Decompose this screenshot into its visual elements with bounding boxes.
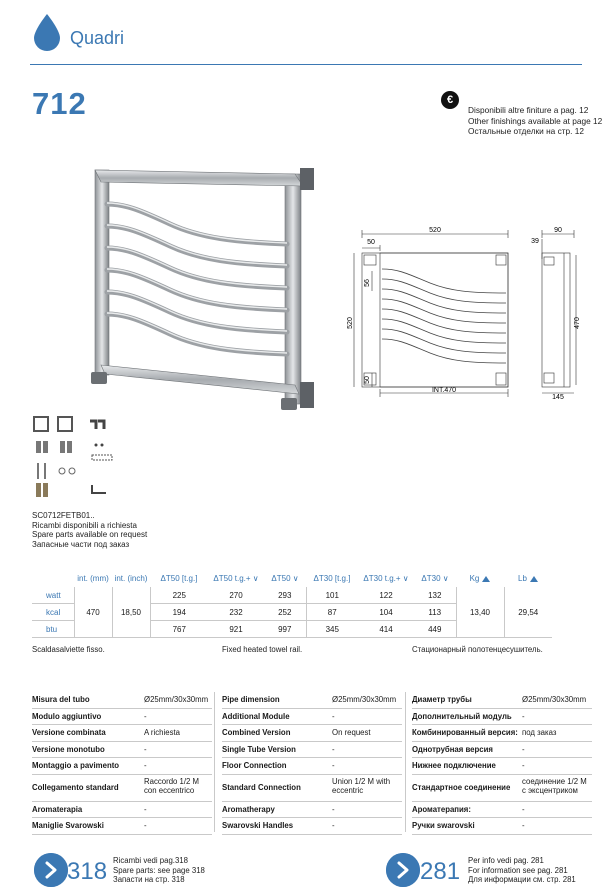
spec-label: Pipe dimension	[222, 695, 280, 705]
footer-right-note	[468, 856, 576, 885]
spec-row	[222, 775, 402, 802]
performance-header-row	[32, 570, 552, 587]
int-inch-value: 18,50	[112, 587, 150, 638]
finishes-line-en: Other finishings available at page 12	[468, 115, 603, 126]
spec-value	[522, 695, 586, 704]
table-cell: 122	[358, 587, 414, 604]
table-row	[32, 587, 552, 604]
table-cell: 921	[208, 621, 264, 638]
spec-row	[412, 818, 592, 835]
table-cell: 252	[264, 604, 306, 621]
spare-parts-icon	[32, 415, 117, 510]
table-cell: 293	[264, 587, 306, 604]
description-it: Scaldasalviette fisso.	[32, 645, 105, 654]
spec-value	[332, 728, 371, 737]
spec-label: Aromatherapy	[222, 804, 275, 814]
spec-row	[412, 709, 592, 726]
spec-value-line: -	[332, 711, 335, 721]
spec-value-line: -	[522, 744, 525, 754]
spec-row	[412, 692, 592, 709]
spec-row	[32, 742, 212, 759]
specs-ru	[412, 692, 592, 835]
spare-parts-line-it: Ricambi disponibili a richiesta	[32, 520, 137, 530]
spec-value	[332, 805, 335, 814]
weight-icon	[482, 576, 490, 582]
table-cell: 997	[264, 621, 306, 638]
header-divider	[30, 64, 582, 65]
col-dt30-v: ΔT30 ∨	[421, 574, 449, 583]
technical-drawing-front	[347, 225, 522, 400]
weight-icon	[530, 576, 538, 582]
spec-value-line: A richiesta	[144, 728, 180, 737]
spec-label: Versione combinata	[32, 728, 106, 738]
spec-label: Ароматерапия:	[412, 804, 471, 814]
spec-row	[32, 818, 212, 835]
page-number-318[interactable]: 318	[67, 858, 108, 885]
spec-value	[522, 777, 587, 795]
description-ru: Стационарный полотенцесушитель.	[412, 645, 543, 654]
spec-value-line: с эксцентриком	[522, 785, 578, 795]
brand-name: Quadri	[70, 28, 125, 48]
spec-label: Collegamento standard	[32, 783, 119, 792]
page-link-318-icon[interactable]	[34, 853, 68, 887]
spec-row	[32, 725, 212, 742]
spec-label: Swarovski Handles	[222, 821, 294, 831]
spec-label: Misura del tubo	[32, 695, 90, 705]
spec-label: Additional Module	[222, 711, 290, 721]
column-divider	[405, 692, 406, 832]
spec-row	[412, 725, 592, 742]
spec-value	[144, 761, 147, 770]
spec-label: Нижнее подключение	[412, 761, 496, 771]
spec-row	[222, 692, 402, 709]
row-label: watt	[32, 587, 74, 604]
spec-label: Standard Connection	[222, 783, 301, 792]
spec-row	[412, 758, 592, 775]
spec-label: Versione monotubo	[32, 744, 105, 754]
spec-row	[32, 758, 212, 775]
table-cell: 767	[150, 621, 208, 638]
spare-parts-line-ru: Запасные части под заказ	[32, 539, 130, 549]
spec-value	[522, 761, 525, 770]
euro-badge-icon: €	[441, 91, 459, 109]
col-dt50-tgv: ΔT50 t.g.+ ∨	[213, 574, 259, 583]
col-dt50-tg: ΔT50 [t.g.]	[160, 574, 198, 583]
spec-label: Montaggio a pavimento	[32, 761, 120, 771]
spec-row	[222, 818, 402, 835]
table-cell: 194	[150, 604, 208, 621]
spec-label: Дополнительный модуль	[412, 711, 512, 721]
dim-bottom-offset: 50	[364, 376, 371, 384]
col-dt50-v: ΔT50 ∨	[271, 574, 299, 583]
spec-value	[144, 728, 180, 737]
spec-value-line: Ø25mm/30x30mm	[332, 695, 397, 704]
col-kg: Kg	[456, 570, 504, 587]
dim-left-offset: 50	[367, 239, 375, 246]
footer-right-line: For information see pag. 281	[468, 865, 568, 875]
dim-depth: 90	[554, 227, 562, 234]
spec-value-line: -	[332, 761, 335, 770]
table-cell: 345	[306, 621, 358, 638]
spec-label: Диаметр трубы	[412, 695, 472, 705]
footer-left-line: Запасти на стр. 318	[113, 875, 185, 884]
int-mm-value: 470	[74, 587, 112, 638]
spec-value-line: Raccordo 1/2 M	[144, 776, 200, 786]
spec-value	[332, 761, 335, 770]
spec-value-line: -	[522, 821, 525, 830]
technical-drawing-side	[522, 225, 582, 400]
dim-side-height: 470	[574, 317, 581, 329]
spec-value	[144, 777, 199, 795]
column-divider	[214, 692, 215, 832]
table-cell: 101	[306, 587, 358, 604]
spec-row	[222, 709, 402, 726]
spec-value-line: -	[144, 804, 147, 814]
spec-label: Однотрубная версия	[412, 744, 493, 754]
spec-label: Combined Version	[222, 728, 291, 738]
finishes-line-it: Disponibili altre finiture a pag. 12	[468, 105, 589, 115]
drop-icon	[30, 12, 64, 52]
spec-row	[222, 725, 402, 742]
spec-value-line: соединение 1/2 M	[522, 776, 587, 786]
spec-row	[412, 742, 592, 759]
spec-row	[222, 802, 402, 819]
product-photo	[85, 160, 325, 422]
kg-value: 13,40	[456, 587, 504, 638]
table-cell: 104	[358, 604, 414, 621]
spec-value	[144, 712, 147, 721]
table-cell: 270	[208, 587, 264, 604]
col-int-inch: int. (inch)	[114, 574, 148, 583]
footer-right-line: Per info vedi pag. 281	[468, 856, 544, 865]
spec-value-line: Ø25mm/30x30mm	[522, 695, 587, 704]
spec-value	[332, 712, 335, 721]
dim-interaxis: INT.470	[431, 387, 457, 394]
footer-left-note	[113, 856, 205, 885]
spec-row	[32, 802, 212, 819]
page-number-281[interactable]: 281	[420, 858, 461, 885]
spec-row	[32, 709, 212, 726]
footer-left-line: Spare parts: see page 318	[113, 865, 205, 875]
spec-value-line: под заказ	[522, 728, 557, 737]
spec-label: Maniglie Svarowski	[32, 821, 104, 831]
page-link-281-icon[interactable]	[386, 853, 420, 887]
spec-value-line: -	[144, 761, 147, 770]
table-cell: 225	[150, 587, 208, 604]
footer-right-line: Для информации см. стр. 281	[468, 875, 576, 884]
spec-value	[522, 712, 525, 721]
spec-row	[222, 758, 402, 775]
dim-side-depth: 145	[552, 394, 564, 401]
spec-value-line: -	[332, 744, 335, 754]
performance-table	[32, 570, 552, 638]
spec-value-line: On request	[332, 728, 371, 737]
spec-value	[144, 695, 208, 704]
spec-value	[332, 745, 335, 754]
description-en: Fixed heated towel rail.	[222, 645, 303, 654]
spec-value-line: -	[144, 711, 147, 721]
col-int-mm: int. (mm)	[77, 574, 109, 583]
spec-value	[144, 745, 147, 754]
spare-parts-code: SC0712FETB01..	[32, 511, 95, 520]
spec-value-line: con eccentrico	[144, 785, 195, 795]
spec-label: Floor Connection	[222, 761, 287, 771]
spec-value	[522, 805, 525, 814]
footer-left-line: Ricambi vedi pag.318	[113, 856, 188, 865]
table-cell: 132	[414, 587, 456, 604]
finishes-note	[468, 105, 602, 137]
table-cell: 414	[358, 621, 414, 638]
spec-value-line: Ø25mm/30x30mm	[144, 695, 209, 704]
spec-value-line: -	[144, 821, 147, 830]
spare-parts-note	[32, 511, 147, 549]
table-cell: 113	[414, 604, 456, 621]
model-number: 712	[32, 86, 87, 121]
spec-value	[332, 777, 390, 795]
row-label: kcal	[32, 604, 74, 621]
spec-row	[32, 692, 212, 709]
dim-height: 520	[347, 317, 354, 329]
spec-label: Стандартное соединение	[412, 783, 511, 792]
spec-row	[412, 802, 592, 819]
spec-value	[332, 821, 335, 830]
spec-value	[522, 745, 525, 754]
dim-wall-offset: 39	[531, 238, 539, 245]
spec-value-line: -	[522, 761, 525, 770]
finishes-line-ru: Остальные отделки на стр. 12	[468, 126, 585, 136]
spec-value-line: eccentric	[332, 785, 364, 795]
spec-value	[522, 728, 556, 737]
spec-row	[412, 775, 592, 802]
spec-value	[144, 805, 147, 814]
spec-value	[522, 821, 525, 830]
spec-value-line: -	[522, 804, 525, 814]
spec-value	[332, 695, 396, 704]
spec-value	[144, 821, 147, 830]
spare-parts-line-en: Spare parts available on request	[32, 530, 148, 539]
spec-value-line: -	[332, 821, 335, 830]
spec-row	[222, 742, 402, 759]
spec-label: Modulo aggiuntivo	[32, 711, 102, 721]
spec-value-line: -	[144, 744, 147, 754]
spec-label: Комбинированный версия:	[412, 728, 518, 738]
specs-it	[32, 692, 212, 835]
col-dt30-tgv: ΔT30 t.g.+ ∨	[363, 574, 409, 583]
dim-rail-gap: 56	[364, 279, 371, 287]
table-cell: 87	[306, 604, 358, 621]
col-dt30-tg: ΔT30 [t.g.]	[313, 574, 351, 583]
spec-label: Aromaterapia	[32, 804, 83, 814]
spec-row	[32, 775, 212, 802]
spec-value-line: Union 1/2 M with	[332, 776, 391, 786]
spec-label: Ручки swarovski	[412, 821, 475, 831]
row-label: btu	[32, 621, 74, 638]
table-cell: 232	[208, 604, 264, 621]
table-cell: 449	[414, 621, 456, 638]
spec-label: Single Tube Version	[222, 744, 296, 754]
dim-width: 520	[429, 227, 441, 234]
spec-value-line: -	[522, 711, 525, 721]
col-lb: Lb	[504, 570, 552, 587]
lb-value: 29,54	[504, 587, 552, 638]
specs-en	[222, 692, 402, 835]
spec-value-line: -	[332, 804, 335, 814]
